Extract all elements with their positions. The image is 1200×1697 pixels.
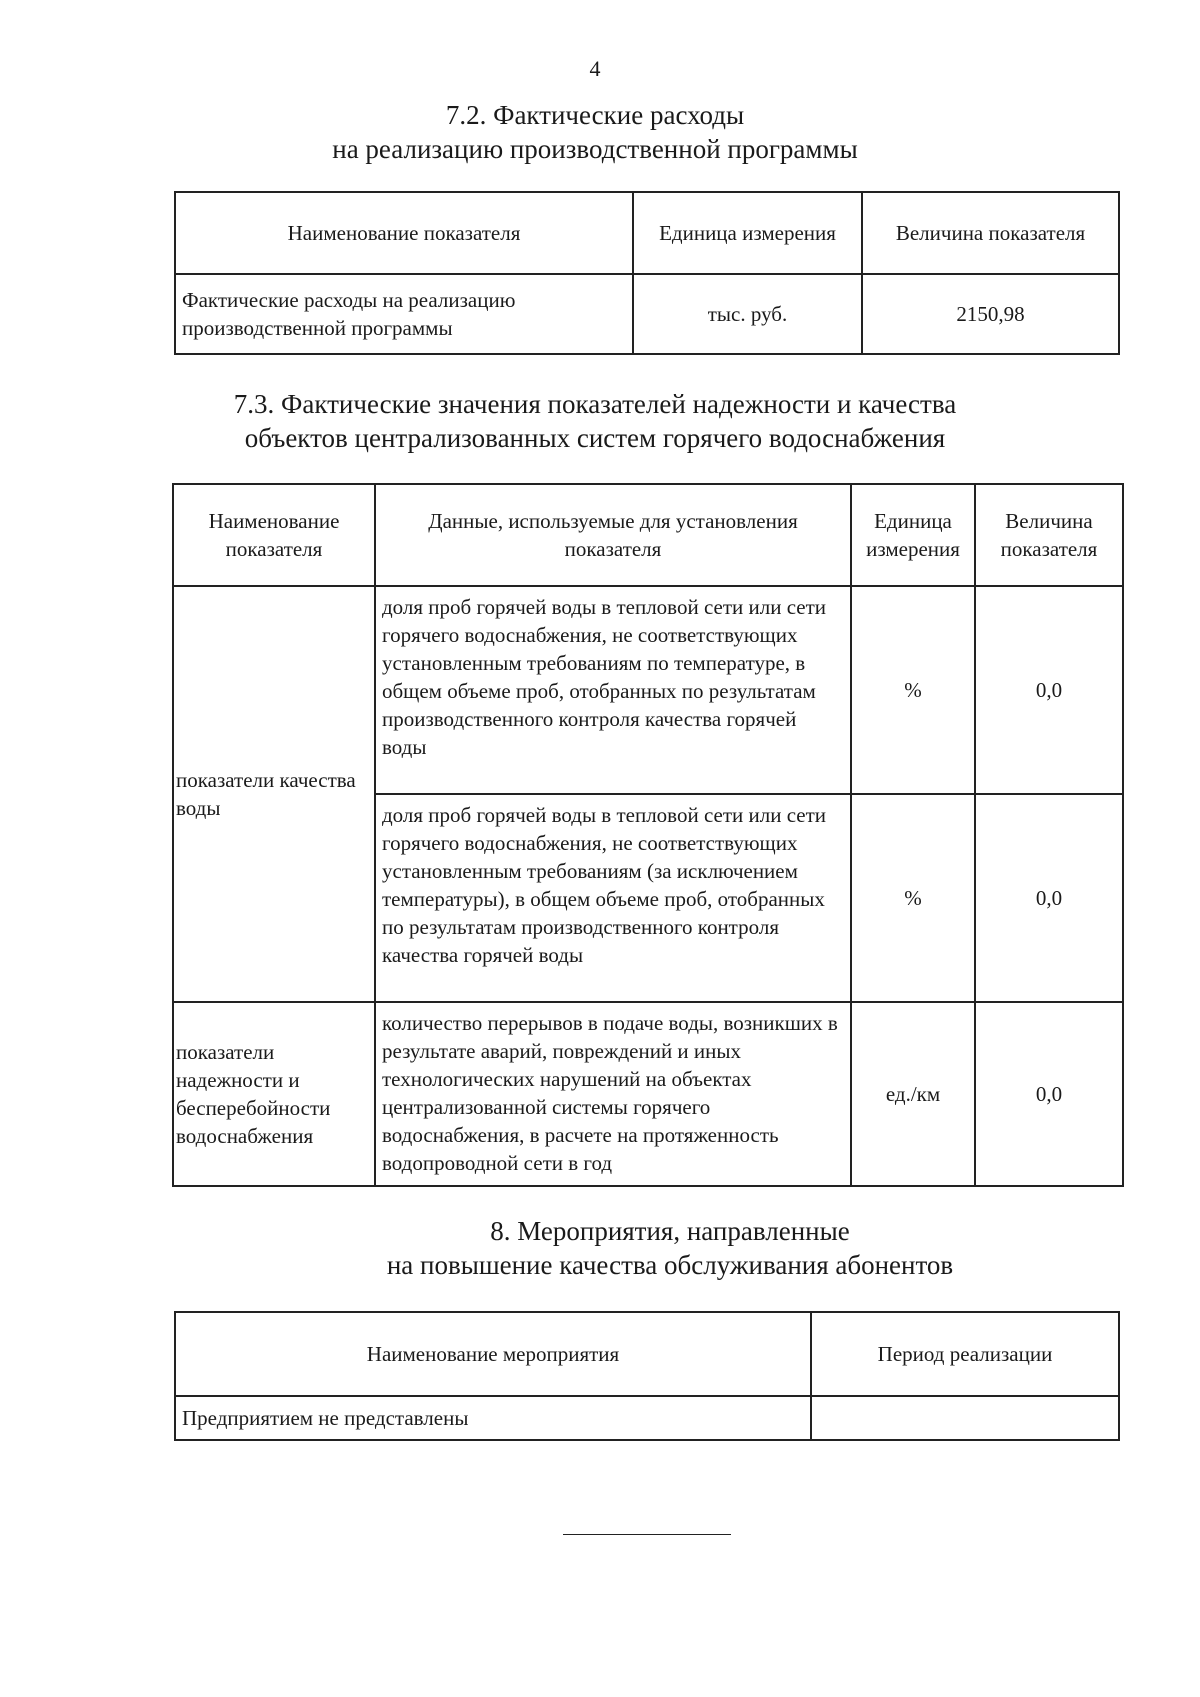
header-value: Величина показателя xyxy=(975,484,1123,586)
expenses-value-cell: 2150,98 xyxy=(862,274,1119,354)
indicator-value-cell: 0,0 xyxy=(975,1002,1123,1186)
section-7-2-title-line2: на реализацию производственной программы xyxy=(332,134,858,164)
section-7-2-title-line1: 7.2. Фактические расходы xyxy=(445,100,745,130)
section-7-3-title xyxy=(0,387,1190,455)
indicator-data-cell: доля проб горячей воды в тепловой сети или сети горячего водоснабжения, не соответствующих установленным требованиям по температуре, в общем объеме проб, отобранных по результатам производственного контроля качества горячей воды xyxy=(375,586,851,794)
expenses-unit-cell: тыс. руб. xyxy=(633,274,862,354)
indicator-value-cell: 0,0 xyxy=(975,586,1123,794)
header-data-used: Данные, используемые для установления показателя xyxy=(375,484,851,586)
section-7-3-title-line2: объектов централизованных систем горячего водоснабжения xyxy=(244,423,946,453)
section-7-3-title-line1: 7.3. Фактические значения показателей надежности и качества xyxy=(233,389,957,419)
header-indicator-name: Наименование показателя xyxy=(175,192,633,274)
expenses-table-header-row xyxy=(175,192,1119,274)
table-row xyxy=(173,1002,1123,1186)
section-8-title xyxy=(0,1214,1200,1282)
expenses-table xyxy=(174,191,1120,355)
header-indicator-name: Наименование показателя xyxy=(173,484,375,586)
indicator-data-cell: доля проб горячей воды в тепловой сети или сети горячего водоснабжения, не соответствующих установленным требованиям (за исключением температуры), в общем объеме проб, отобранных по результатам производственного контроля качества горячей воды xyxy=(375,794,851,1002)
expenses-table-row xyxy=(175,274,1119,354)
indicator-unit-cell: ед./км xyxy=(851,1002,975,1186)
measures-table-header-row xyxy=(175,1312,1119,1396)
section-8-title-line2: на повышение качества обслуживания абонентов xyxy=(386,1250,954,1280)
measure-period-cell xyxy=(811,1396,1119,1440)
page-number: 4 xyxy=(589,56,601,81)
header-measure-name: Наименование мероприятия xyxy=(175,1312,811,1396)
indicator-unit-cell: % xyxy=(851,586,975,794)
section-8-title-line1: 8. Мероприятия, направленные xyxy=(490,1216,850,1246)
indicator-data-cell: количество перерывов в подаче воды, возникших в результате аварий, повреждений и иных технологических нарушений на объектах централизованной системы горячего водоснабжения, в расчете на протяженность водопроводной сети в год xyxy=(375,1002,851,1186)
indicator-unit-cell: % xyxy=(851,794,975,1002)
expenses-name-cell: Фактические расходы на реализацию производственной программы xyxy=(175,274,633,354)
end-divider xyxy=(563,1534,731,1535)
header-unit: Единица измерения xyxy=(851,484,975,586)
header-value: Величина показателя xyxy=(862,192,1119,274)
reliability-group-cell: показатели надежности и бесперебойности водоснабжения xyxy=(173,1002,375,1186)
water-quality-group-cell: показатели качества воды xyxy=(173,586,375,1002)
indicators-table xyxy=(172,483,1124,1187)
section-7-2-title xyxy=(0,98,1190,166)
measure-name-cell: Предприятием не представлены xyxy=(175,1396,811,1440)
table-row xyxy=(175,1396,1119,1440)
indicator-value-cell: 0,0 xyxy=(975,794,1123,1002)
indicators-table-header-row xyxy=(173,484,1123,586)
measures-table xyxy=(174,1311,1120,1441)
header-period: Период реализации xyxy=(811,1312,1119,1396)
table-row xyxy=(173,586,1123,794)
header-unit: Единица измерения xyxy=(633,192,862,274)
